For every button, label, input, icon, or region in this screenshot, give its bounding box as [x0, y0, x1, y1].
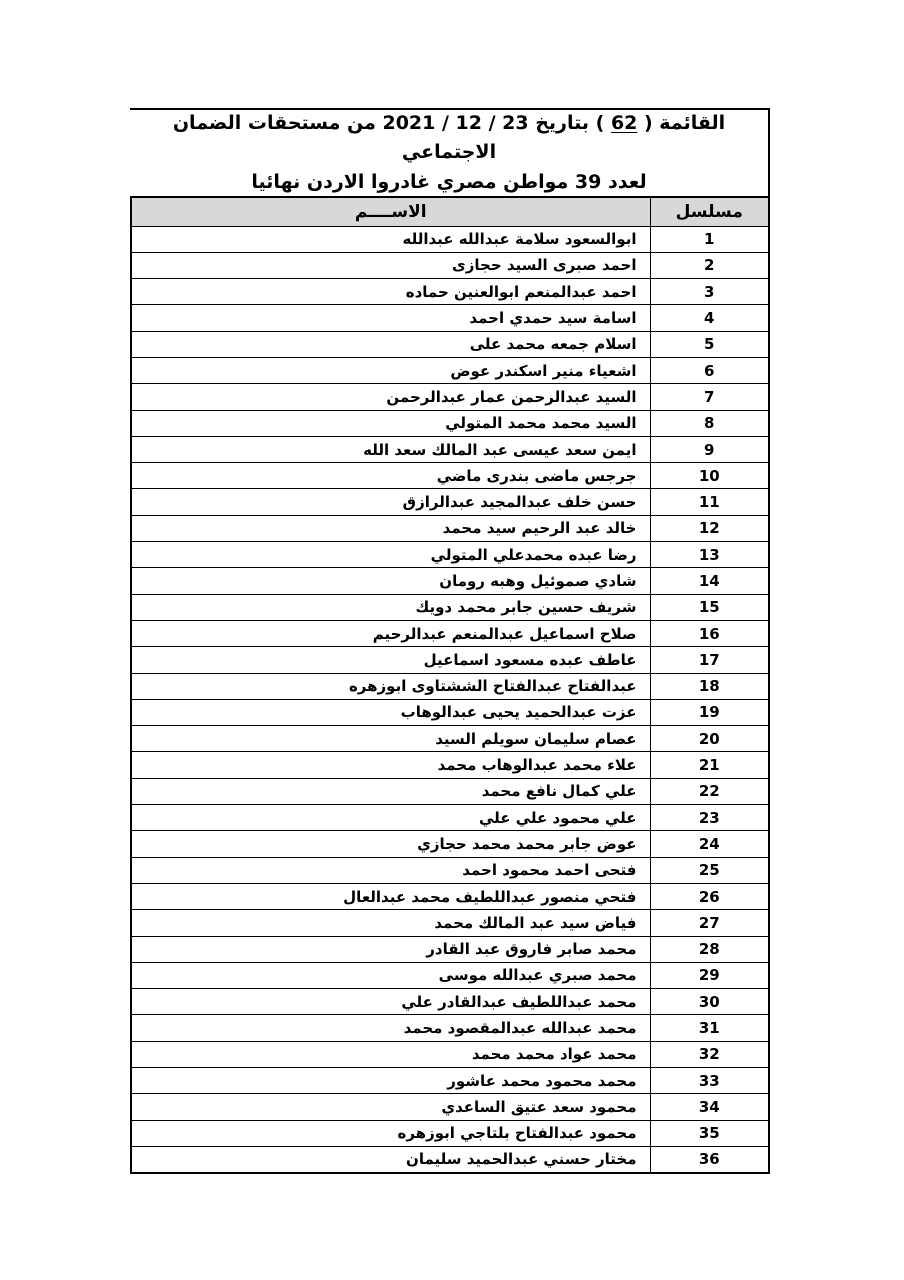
name-cell: حسن خلف عبدالمجيد عبدالرازق — [131, 489, 650, 515]
name-cell: السيد عبدالرحمن عمار عبدالرحمن — [131, 384, 650, 410]
table-row — [131, 384, 769, 410]
serial-cell: 17 — [650, 647, 769, 673]
table-row — [131, 857, 769, 883]
serial-cell: 20 — [650, 726, 769, 752]
name-cell: علي محمود علي علي — [131, 805, 650, 831]
serial-cell: 19 — [650, 699, 769, 725]
serial-cell: 15 — [650, 594, 769, 620]
serial-cell: 8 — [650, 410, 769, 436]
header-row — [131, 197, 769, 226]
name-cell: اشعياء منير اسكندر عوض — [131, 357, 650, 383]
name-cell: عبدالفتاح عبدالفتاح الششتاوى ابوزهره — [131, 673, 650, 699]
name-cell: احمد عبدالمنعم ابوالعنين حماده — [131, 279, 650, 305]
table-row — [131, 831, 769, 857]
table-row — [131, 1120, 769, 1146]
serial-cell: 10 — [650, 463, 769, 489]
table-row — [131, 1015, 769, 1041]
serial-cell: 28 — [650, 936, 769, 962]
name-cell: شادي صموئيل وهبه رومان — [131, 568, 650, 594]
table-row — [131, 805, 769, 831]
name-cell: عصام سليمان سويلم السيد — [131, 726, 650, 752]
name-cell: عاطف عبده مسعود اسماعيل — [131, 647, 650, 673]
table-row — [131, 936, 769, 962]
serial-cell: 9 — [650, 436, 769, 462]
table-row — [131, 594, 769, 620]
table-row — [131, 357, 769, 383]
serial-cell: 18 — [650, 673, 769, 699]
serial-cell: 12 — [650, 515, 769, 541]
table-header — [131, 197, 769, 226]
list-sheet — [130, 108, 770, 1174]
serial-cell: 36 — [650, 1146, 769, 1172]
table-row — [131, 410, 769, 436]
table-row — [131, 620, 769, 646]
title-line-1-suffix: ) بتاريخ 23 / 12 / 2021 من مستحقات الضمان الاجتماعي — [172, 111, 611, 164]
serial-cell: 34 — [650, 1094, 769, 1120]
serial-cell: 26 — [650, 883, 769, 909]
name-cell: عوض جابر محمد محمد حجازي — [131, 831, 650, 857]
table-row — [131, 726, 769, 752]
name-cell: اسامة سيد حمدي احمد — [131, 305, 650, 331]
name-cell: محمد عبداللطيف عبدالقادر علي — [131, 989, 650, 1015]
table-row — [131, 1041, 769, 1067]
serial-cell: 16 — [650, 620, 769, 646]
name-cell: جرجس ماضى بندرى ماضي — [131, 463, 650, 489]
serial-cell: 32 — [650, 1041, 769, 1067]
names-table — [130, 196, 770, 1174]
title-line-2: لعدد 39 مواطن مصري غادروا الاردن نهائيا — [251, 170, 647, 193]
table-row — [131, 568, 769, 594]
table-row — [131, 1068, 769, 1094]
name-cell: فياض سيد عبد المالك محمد — [131, 910, 650, 936]
serial-cell: 3 — [650, 279, 769, 305]
table-row — [131, 962, 769, 988]
serial-cell: 35 — [650, 1120, 769, 1146]
name-cell: شريف حسين جابر محمد دويك — [131, 594, 650, 620]
name-cell: فتحى احمد محمود احمد — [131, 857, 650, 883]
name-cell: مختار حسني عبدالحميد سليمان — [131, 1146, 650, 1172]
table-row — [131, 673, 769, 699]
title-line-1-prefix: القائمة ( — [637, 111, 726, 134]
table-row — [131, 226, 769, 252]
serial-cell: 1 — [650, 226, 769, 252]
table-row — [131, 331, 769, 357]
serial-cell: 7 — [650, 384, 769, 410]
name-cell: ابوالسعود سلامة عبدالله عبدالله — [131, 226, 650, 252]
serial-cell: 31 — [650, 1015, 769, 1041]
serial-cell: 4 — [650, 305, 769, 331]
table-row — [131, 515, 769, 541]
name-cell: السيد محمد محمد المتولي — [131, 410, 650, 436]
table-row — [131, 647, 769, 673]
table-row — [131, 910, 769, 936]
table-row — [131, 489, 769, 515]
table-row — [131, 752, 769, 778]
name-cell: ايمن سعد عيسى عبد المالك سعد الله — [131, 436, 650, 462]
title-list-number: 62 — [610, 111, 638, 134]
serial-cell: 24 — [650, 831, 769, 857]
serial-column-header: مسلسل — [650, 197, 769, 226]
serial-cell: 29 — [650, 962, 769, 988]
table-row — [131, 1094, 769, 1120]
serial-cell: 5 — [650, 331, 769, 357]
serial-cell: 23 — [650, 805, 769, 831]
serial-cell: 30 — [650, 989, 769, 1015]
serial-cell: 2 — [650, 252, 769, 278]
table-row — [131, 699, 769, 725]
list-title — [130, 108, 770, 196]
serial-cell: 11 — [650, 489, 769, 515]
serial-cell: 6 — [650, 357, 769, 383]
serial-cell: 27 — [650, 910, 769, 936]
table-row — [131, 989, 769, 1015]
name-cell: محمود سعد عتيق الساعدي — [131, 1094, 650, 1120]
name-cell: عزت عبدالحميد يحيى عبدالوهاب — [131, 699, 650, 725]
table-row — [131, 279, 769, 305]
serial-cell: 21 — [650, 752, 769, 778]
name-cell: محمد محمود محمد عاشور — [131, 1068, 650, 1094]
name-cell: محمد صبري عبدالله موسى — [131, 962, 650, 988]
serial-cell: 13 — [650, 542, 769, 568]
name-column-header: الاســــم — [131, 197, 650, 226]
serial-cell: 22 — [650, 778, 769, 804]
name-cell: محمد صابر فاروق عبد القادر — [131, 936, 650, 962]
title-line-1 — [130, 109, 768, 168]
table-body — [131, 226, 769, 1173]
table-row — [131, 542, 769, 568]
name-cell: فتحي منصور عبداللطيف محمد عبدالعال — [131, 883, 650, 909]
name-cell: محمد عواد محمد محمد — [131, 1041, 650, 1067]
table-row — [131, 252, 769, 278]
name-cell: علي كمال نافع محمد — [131, 778, 650, 804]
serial-cell: 25 — [650, 857, 769, 883]
name-cell: محمود عبدالفتاح بلتاجي ابوزهره — [131, 1120, 650, 1146]
table-row — [131, 883, 769, 909]
table-row — [131, 1146, 769, 1172]
name-cell: علاء محمد عبدالوهاب محمد — [131, 752, 650, 778]
serial-cell: 14 — [650, 568, 769, 594]
name-cell: احمد صبرى السيد حجازى — [131, 252, 650, 278]
table-row — [131, 778, 769, 804]
name-cell: رضا عبده محمدعلي المتولي — [131, 542, 650, 568]
table-row — [131, 463, 769, 489]
serial-cell: 33 — [650, 1068, 769, 1094]
name-cell: خالد عبد الرحيم سيد محمد — [131, 515, 650, 541]
name-cell: محمد عبدالله عبدالمقصود محمد — [131, 1015, 650, 1041]
table-row — [131, 305, 769, 331]
name-cell: اسلام جمعه محمد على — [131, 331, 650, 357]
table-row — [131, 436, 769, 462]
name-cell: صلاح اسماعيل عبدالمنعم عبدالرحيم — [131, 620, 650, 646]
